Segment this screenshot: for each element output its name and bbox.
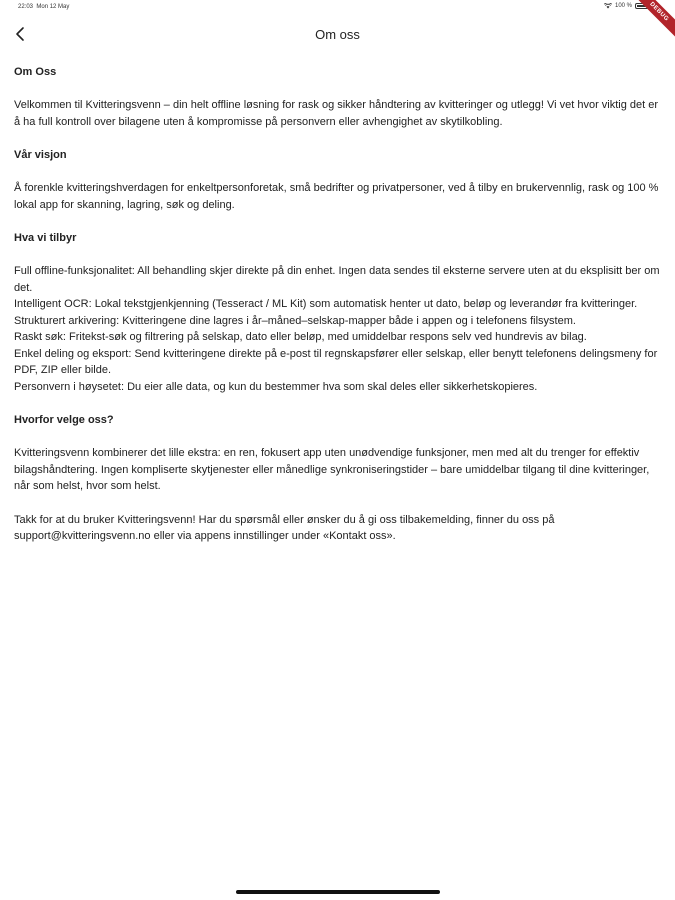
about-content <box>14 64 664 545</box>
navigation-bar <box>0 18 675 52</box>
list-item: Full offline-funksjonalitet: All behandling skjer direkte på din enhet. Ingen data sendes til eksterne servere uten at du eksplisitt ber om det. <box>14 265 660 294</box>
status-bar <box>0 0 675 14</box>
list-item: Intelligent OCR: Lokal tekstgjenkjenning (Tesseract / ML Kit) som automatisk henter ut dato, beløp og leverandør fra kvitteringer. <box>14 298 638 310</box>
page-title: Om oss <box>315 27 360 42</box>
list-item: Strukturert arkivering: Kvitteringene dine lagres i år–måned–selskap-mapper både i appen og i telefonens filsystem. <box>14 314 576 327</box>
about-heading: Om Oss <box>14 66 57 78</box>
status-date: Mon 12 May <box>36 4 70 10</box>
debug-banner: DEBUG <box>626 0 675 45</box>
battery-percent: 100 % <box>614 3 632 9</box>
list-item: Enkel deling og eksport: Send kvitteringene direkte på e-post til regnskapsfører eller selskap, eller benytt telefonens delingsmeny for PDF, ZIP eller bilde. <box>14 347 658 376</box>
vision-paragraph: Å forenkle kvitteringshverdagen for enkeltpersonforetak, små bedrifter og privatpersoner, ved å tilby en brukervennlig, rask og 100 % lokal app for skanning, lagring, søk og deling. <box>14 182 659 211</box>
thanks-paragraph: Takk for at du bruker Kvitteringsvenn! Har du spørsmål eller ønsker du å gi oss tilbakemelding, finner du oss på support@kvitteringsvenn.no eller via appens innstillinger under «Kontakt oss». <box>14 513 555 542</box>
offer-heading: Hva vi tilbyr <box>14 232 77 244</box>
offer-list <box>14 263 664 395</box>
why-heading: Hvorfor velge oss? <box>14 414 114 426</box>
why-paragraph: Kvitteringsvenn kombinerer det lille ekstra: en ren, fokusert app uten unødvendige funksjoner, men med alt du trenger for effektiv bilagshåndtering. Ingen kompliserte skytjenester eller månedlige synkroniseringstider – bare umiddelbar tilgang til dine kvitteringer, når som helst, hvor som helst. <box>14 447 650 492</box>
home-indicator[interactable] <box>236 890 440 894</box>
list-item: Raskt søk: Fritekst-søk og filtrering på selskap, dato eller beløp, med umiddelbar respons selv ved hundrevis av bilag. <box>14 331 587 343</box>
status-time <box>18 4 69 10</box>
status-clock: 22:03 <box>18 4 34 10</box>
wifi-icon <box>604 3 612 9</box>
vision-heading: Vår visjon <box>14 149 67 161</box>
list-item: Personvern i høysetet: Du eier alle data, og kun du bestemmer hva som skal deles eller sikkerhetskopieres. <box>14 380 538 393</box>
intro-paragraph: Velkommen til Kvitteringsvenn – din helt offline løsning for rask og sikker håndtering av kvitteringer og utlegg! Vi vet hvor viktig det er å ha full kontroll over bilagene uten å kompromisse på personvern eller avhengighet av skytilkobling. <box>14 99 659 128</box>
